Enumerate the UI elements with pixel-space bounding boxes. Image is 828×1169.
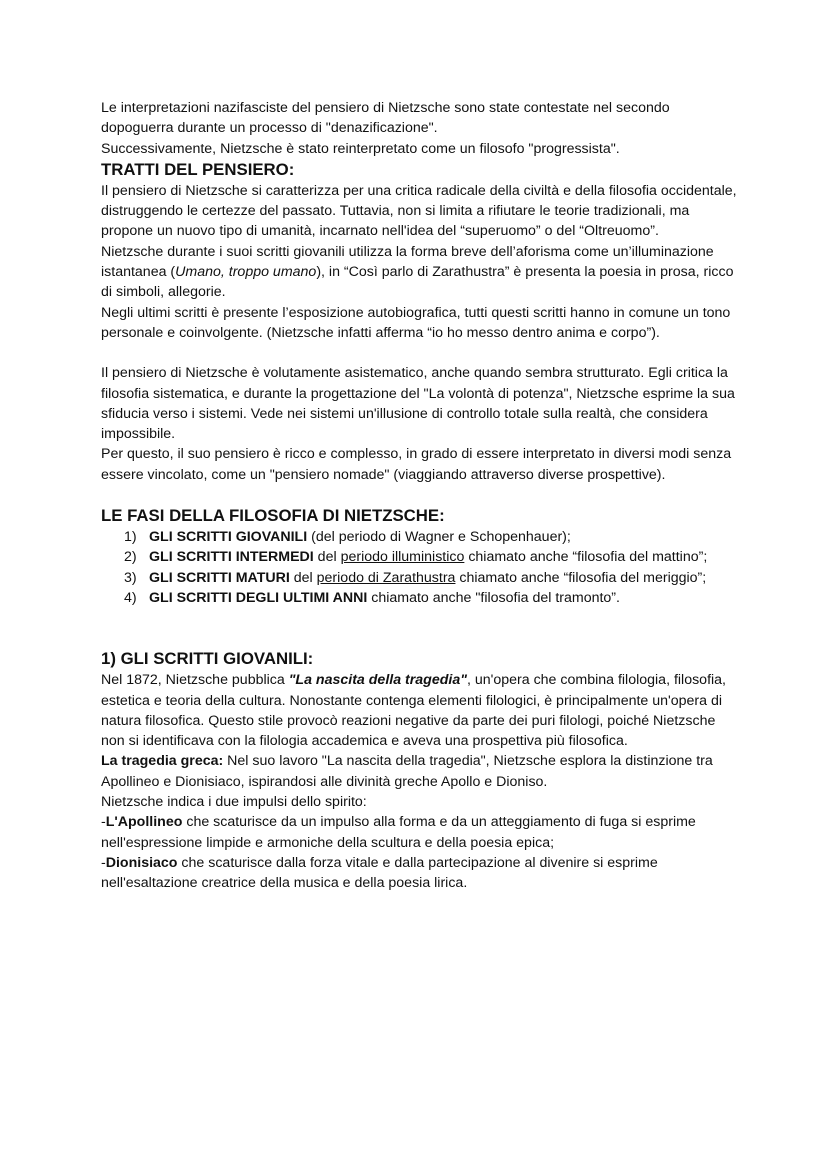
tratti-paragraph-4: Il pensiero di Nietzsche è volutamente asistematico, anche quando sembra strutturato. Egli critica la filosofia sistematica, e durante la progettazione del "La volontà di potenza", Nietzsche esprime la sua sfiducia verso i sistemi. Vede nei sistemi un'illusione di controllo totale sulla realtà, che considera impossibile. <box>101 365 735 443</box>
fasi-list <box>101 527 741 608</box>
tratti-p2-text-b: ), in “Così parlo di Zarathustra” è presenta la poesia in prosa, ricco di simboli, allegorie. <box>101 264 734 301</box>
fasi-heading: LE FASI DELLA FILOSOFIA DI NIETZSCHE: <box>101 506 445 526</box>
document-body <box>101 98 741 894</box>
spacer <box>101 485 741 505</box>
phase-period-link: periodo di Zarathustra <box>316 569 456 586</box>
giovanili-p1-text-a: Nel 1872, Nietzsche pubblica <box>101 672 289 689</box>
phase-title: GLI SCRITTI DEGLI ULTIMI ANNI <box>149 589 368 606</box>
tratti-p2-text-a: Nietzsche durante i suoi scritti giovanili utilizza la forma breve dell’aforisma come un’illuminazione istantanea ( <box>101 243 714 281</box>
phase-text: (del periodo di Wagner e Schopenhauer); <box>307 529 571 546</box>
tratti-paragraph-3: Negli ultimi scritti è presente l’esposizione autobiografica, tutti questi scritti hanno in comune un tono personale e coinvolgente. (Nietzsche infatti afferma “io ho messo dentro anima e corpo”). <box>101 304 731 341</box>
phase-title: GLI SCRITTI INTERMEDI <box>149 549 314 566</box>
spacer <box>101 343 741 363</box>
list-number: 2) <box>124 549 137 566</box>
tratti-heading: TRATTI DEL PENSIERO: <box>101 159 295 179</box>
list-number: 1) <box>124 529 137 546</box>
giovanili-paragraph-2 <box>101 751 741 792</box>
giovanili-p2-text: Nel suo lavoro "La nascita della tragedia", Nietzsche esplora la distinzione tra Apollineo e Dionisiaco, ispirandosi alle divinità greche Apollo e Dioniso. <box>101 753 713 790</box>
tratti-paragraph-2 <box>101 242 741 303</box>
tratti-paragraph-1: Il pensiero di Nietzsche si caratterizza per una critica radicale della civiltà e della filosofia occidentale, distruggendo le certezze del passato. Tuttavia, non si limita a rifiutare le teorie tradizionali, ma propone un nuovo tipo di umanità, incarnato nell'idea del “superuomo” o del “Oltreuomo”. <box>101 182 737 240</box>
apollineo-label: L'Apollineo <box>105 814 183 831</box>
phase-text: del <box>289 569 317 586</box>
fasi-list-item <box>124 527 741 547</box>
intro-paragraph-2: Successivamente, Nietzsche è stato reinterpretato come un filosofo "progressista". <box>101 140 620 157</box>
phase-text: del <box>313 549 341 566</box>
giovanili-paragraph-1 <box>101 670 741 751</box>
intro-paragraph-1: Le interpretazioni nazifasciste del pensiero di Nietzsche sono state contestate nel secondo dopoguerra durante un processo di "denazificazione". <box>101 100 670 137</box>
giovanili-p1-text-b: , un'opera che combina filologia, filosofia, estetica e teoria della cultura. Nonostante contenga elementi filologici, è principalmente un'opera di natura filosofica. Questo stile provocò reazioni negative da parte dei puri filologi, poiché Nietzsche non si identificava con la filologia accademica e aveva una prospettiva più filosofica. <box>101 672 726 750</box>
phase-title: GLI SCRITTI MATURI <box>149 569 290 586</box>
phase-text-post: chiamato anche “filosofia del mattino”; <box>464 549 708 566</box>
fasi-list-item <box>124 568 741 588</box>
dionisiaco-label: Dionisiaco <box>105 854 178 871</box>
tragedia-greca-label: La tragedia greca: <box>101 753 224 770</box>
list-number: 4) <box>124 589 137 606</box>
tratti-paragraph-5: Per questo, il suo pensiero è ricco e complesso, in grado di essere interpretato in diversi modi senza essere vincolato, come un "pensiero nomade" (viaggiando attraverso diverse prospettive). <box>101 446 732 483</box>
dash: - <box>101 814 106 831</box>
phase-period-link: periodo illuministico <box>340 549 465 566</box>
nascita-tragedia-title: "La nascita della tragedia" <box>288 672 467 689</box>
phase-text: chiamato anche "filosofia del tramonto”. <box>367 589 620 606</box>
umano-troppo-umano-title: Umano, troppo umano <box>175 264 317 281</box>
dash: - <box>101 854 106 871</box>
fasi-list-item <box>124 588 741 608</box>
giovanili-paragraph-3: Nietzsche indica i due impulsi dello spirito: <box>101 794 367 811</box>
phase-text-post: chiamato anche “filosofia del meriggio”; <box>455 569 707 586</box>
phase-title: GLI SCRITTI GIOVANILI <box>149 529 308 546</box>
spacer <box>101 608 741 648</box>
list-number: 3) <box>124 569 137 586</box>
dionisiaco-paragraph <box>101 853 741 894</box>
fasi-list-item <box>124 547 741 567</box>
giovanili-heading: 1) GLI SCRITTI GIOVANILI: <box>101 649 314 669</box>
apollineo-paragraph <box>101 812 741 853</box>
apollineo-text: che scaturisce da un impulso alla forma e da un atteggiamento di fuga si esprime nell'espressione limpide e armoniche della scultura e della poesia epica; <box>101 814 696 851</box>
dionisiaco-text: che scaturisce dalla forza vitale e dalla partecipazione al divenire si esprime nell'esaltazione creatrice della musica e della poesia lirica. <box>101 854 658 892</box>
